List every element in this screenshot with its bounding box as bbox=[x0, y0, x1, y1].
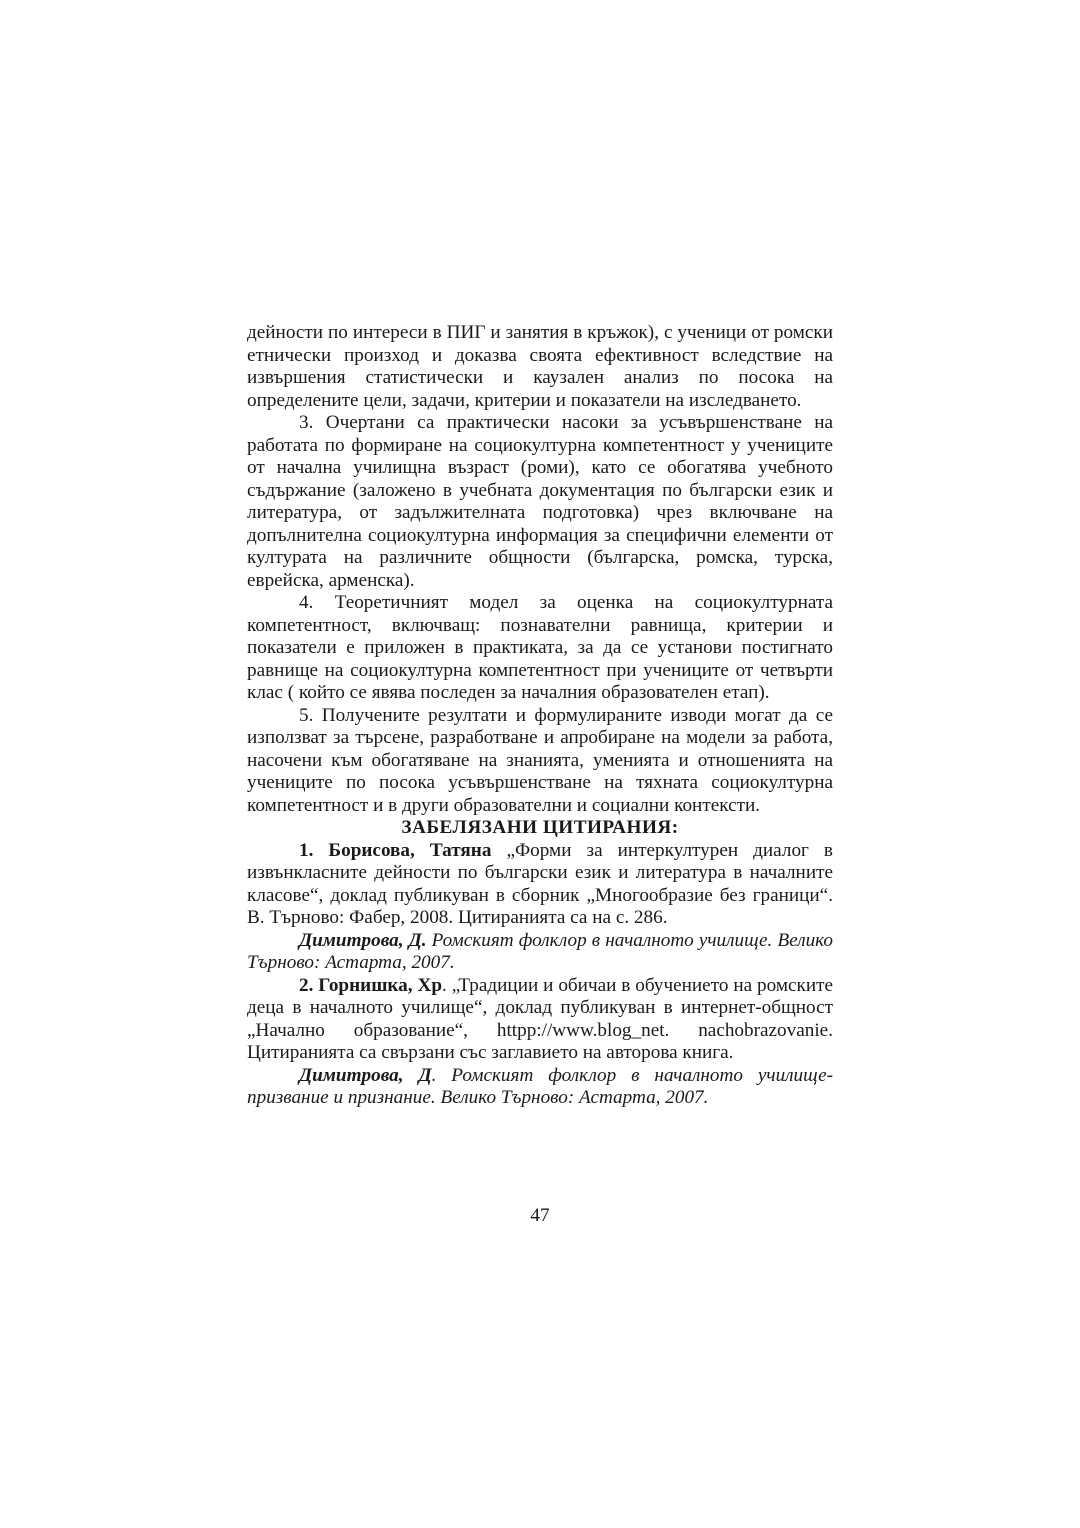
page-text-block bbox=[247, 322, 833, 1110]
body-paragraph-4: 4. Теоретичният модел за оценка на социокултурната компетентност, включващ: познавателни равнища, критерии и показатели е приложен в практиката, за да се установи постигнато равнище на социокултурна компетентност при учениците от четвърти клас ( който се явява последен за началния образователен етап). bbox=[247, 592, 833, 703]
reference-2 bbox=[247, 975, 833, 1065]
section-heading: ЗАБЕЛЯЗАНИ ЦИТИРАНИЯ: bbox=[401, 817, 679, 838]
reference-1 bbox=[247, 840, 833, 930]
reference-1-author: 1. Борисова, Татяна bbox=[299, 839, 492, 861]
reference-2-source bbox=[247, 1065, 833, 1110]
reference-1-source bbox=[247, 930, 833, 975]
page-number: 47 bbox=[530, 1205, 550, 1226]
reference-2-text: . „Традиции и обичаи в обучението на ромските деца в началното училище“, доклад публикуван в интернет-общност „Начално образование“, httpp://www.blog_net. nachobrazovanie. Цитиранията са свързани със заглавието на авторова книга. bbox=[247, 974, 834, 1063]
reference-1-text: „Форми за интеркултурен диалог в извънкласните дейности по български език и литература в началните класове“, доклад публикуван в сборник „Многообразие без граници“. В. Търново: Фабер, 2008. Цитиранията са на с. 286. bbox=[247, 839, 833, 928]
body-paragraph-5: 5. Получените резултати и формулираните изводи могат да се използват за търсене, разработване и апробиране на модели за работа, насочени към обогатяване на знанията, уменията и отношенията на учениците по посока усъвършенстване на тяхната социокултурна компетентност и в други образователни и социални контексти. bbox=[247, 704, 833, 816]
reference-2-author: 2. Горнишка, Хр bbox=[299, 974, 442, 996]
body-paragraph-3: 3. Очертани са практически насоки за усъвършенстване на работата по формиране на социокултурна компетентност у учениците от начална училищна възраст (роми), като се обогатява учебното съдържание (заложено в учебната документация по български език и литература, от задължителната подготовка) чрез включване на допълнителна социокултурна информация за специфични елементи от културата на различните общности (българска, ромска, турска, еврейска, арменска). bbox=[247, 412, 833, 591]
body-paragraph-continuation: дейности по интереси в ПИГ и занятия в кръжок), с ученици от ромски етнически произход и доказва своята ефективност вследствие на извършения статистически и каузален анализ по посока на определените цели, задачи, критерии и показатели на изследването. bbox=[247, 322, 833, 411]
reference-1-source-text: Ромският фолклор в началното училище. Велико Търново: Астарта, 2007. bbox=[247, 929, 833, 973]
reference-1-source-author: Димитрова, Д. bbox=[299, 929, 427, 951]
reference-2-source-author: Димитрова, Д bbox=[299, 1064, 432, 1086]
reference-2-source-text: . Ромският фолклор в началното училище-призвание и признание. Велико Търново: Астарта, 2007. bbox=[247, 1064, 833, 1108]
